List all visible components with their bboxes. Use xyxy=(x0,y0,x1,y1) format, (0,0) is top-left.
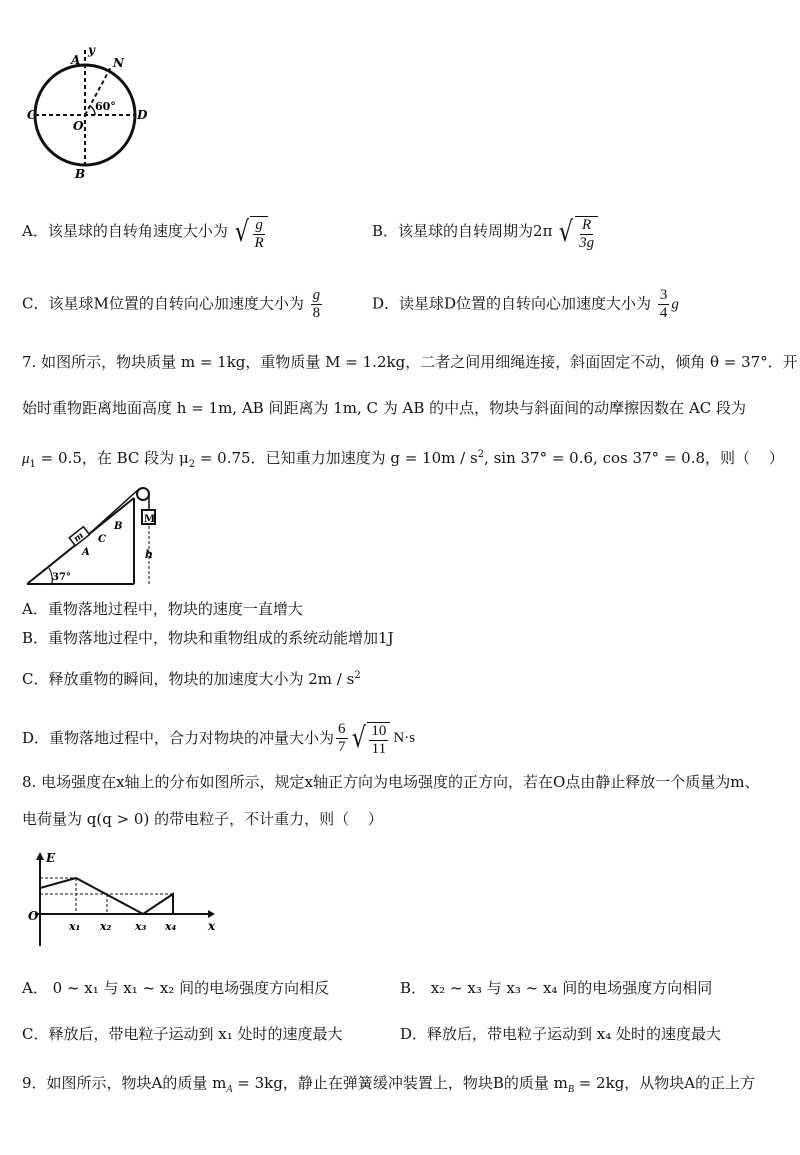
q6-option-d: D．读星球D位置的自转向心加速度大小为 $\frac{3}{4}$ g xyxy=(372,287,679,321)
planet-figure xyxy=(25,40,148,181)
sqrt-R-over-3g: √ $\frac{R}{3g}$ xyxy=(557,212,598,252)
label-x2: x₂ xyxy=(100,920,112,933)
x-axis-arrow xyxy=(208,910,215,918)
field-graph xyxy=(25,848,220,948)
q7-stem-line2: 始时重物距离地面高度 h = 1m, AB 间距离为 1m, C 为 AB 的中点，物块与斜面间的动摩擦因数在 AC 段为 xyxy=(22,399,747,417)
label-angle: 60° xyxy=(95,100,116,113)
q8-stem-line1: 8. 电场强度在x轴上的分布如图所示，规定x轴正方向为电场强度的正方向，若在O点由静止释放一个质量为m、 xyxy=(22,773,760,791)
label-N: N xyxy=(113,56,124,70)
e-axis-arrow xyxy=(36,852,44,860)
q8-option-c: C．释放后，带电粒子运动到 x₁ 处时的速度最大 xyxy=(22,1025,343,1043)
q7-option-b: B．重物落地过程中，物块和重物组成的系统动能增加1J xyxy=(22,629,394,647)
q8-option-a: A． 0 ~ x₁ 与 x₁ ~ x₂ 间的电场强度方向相反 xyxy=(22,979,330,997)
label-y: y xyxy=(88,43,95,57)
label-O: O xyxy=(28,909,39,923)
q8-option-d: D．释放后，带电粒子运动到 x₄ 处时的速度最大 xyxy=(400,1025,722,1043)
q8-stem-line2: 电荷量为 q(q > 0) 的带电粒子，不计重力，则（ ） xyxy=(22,810,383,828)
q7-option-d: D．重物落地过程中，合力对物块的冲量大小为 $\frac{6}{7}$ √ $\frac{10}{11}$ N·s xyxy=(22,720,416,757)
label-M: M xyxy=(144,514,156,525)
q7-option-a: A．重物落地过程中，物块的速度一直增大 xyxy=(22,600,303,618)
q8-option-b: B． x₂ ~ x₃ 与 x₃ ~ x₄ 间的电场强度方向相同 xyxy=(400,979,713,997)
label-x4: x₄ xyxy=(165,920,177,933)
q6-option-a: A．该星球的自转角速度大小为 √ $\frac{g}{R}$ xyxy=(22,212,268,252)
q7-stem-line3: $\mu_1 = 0.5$，在 BC 段为 $\mu_2 = 0.75$．已知重力加速度为 $g = 10m / s^2$, sin 37° = 0.6, cos 37° = 0.8，则（ ） xyxy=(22,449,784,470)
q6-option-c: C．该星球M位置的自转向心加速度大小为 $\frac{g}{8}$ xyxy=(22,287,321,321)
q6-option-b: B．该星球的自转周期为2π √ $\frac{R}{3g}$ xyxy=(372,212,598,252)
q7-option-c: C．释放重物的瞬间，物块的加速度大小为 $2m / s^2$ xyxy=(22,670,361,688)
label-m: m xyxy=(72,530,86,545)
label-B: B xyxy=(75,167,86,181)
label-A: A xyxy=(82,547,90,558)
label-x: x xyxy=(208,919,216,933)
q9-stem-line1: 9．如图所示，物块A的质量 $m_A = 3kg$，静止在弹簧缓冲装置上，物块B的质量 $m_B = 2kg$，从物块A的正上方 xyxy=(22,1074,756,1095)
label-B: B xyxy=(114,521,123,532)
label-O: O xyxy=(73,119,84,133)
label-D: D xyxy=(137,108,148,122)
label-C: C xyxy=(98,534,106,545)
q7-stem-line1: 7. 如图所示，物块质量 m = 1kg，重物质量 M = 1.2kg，二者之间用细绳连接，斜面固定不动，倾角 θ = 37°．开 xyxy=(22,353,798,371)
label-x1: x₁ xyxy=(69,920,81,933)
label-angle: 37° xyxy=(52,572,71,583)
incline-figure xyxy=(22,480,167,592)
label-x3: x₃ xyxy=(135,920,147,933)
label-h: h xyxy=(145,548,153,561)
sqrt-g-over-R: √ $\frac{g}{R}$ xyxy=(233,212,268,252)
label-A: A xyxy=(71,53,81,67)
label-E: E xyxy=(46,851,56,865)
label-C: C xyxy=(27,108,37,122)
